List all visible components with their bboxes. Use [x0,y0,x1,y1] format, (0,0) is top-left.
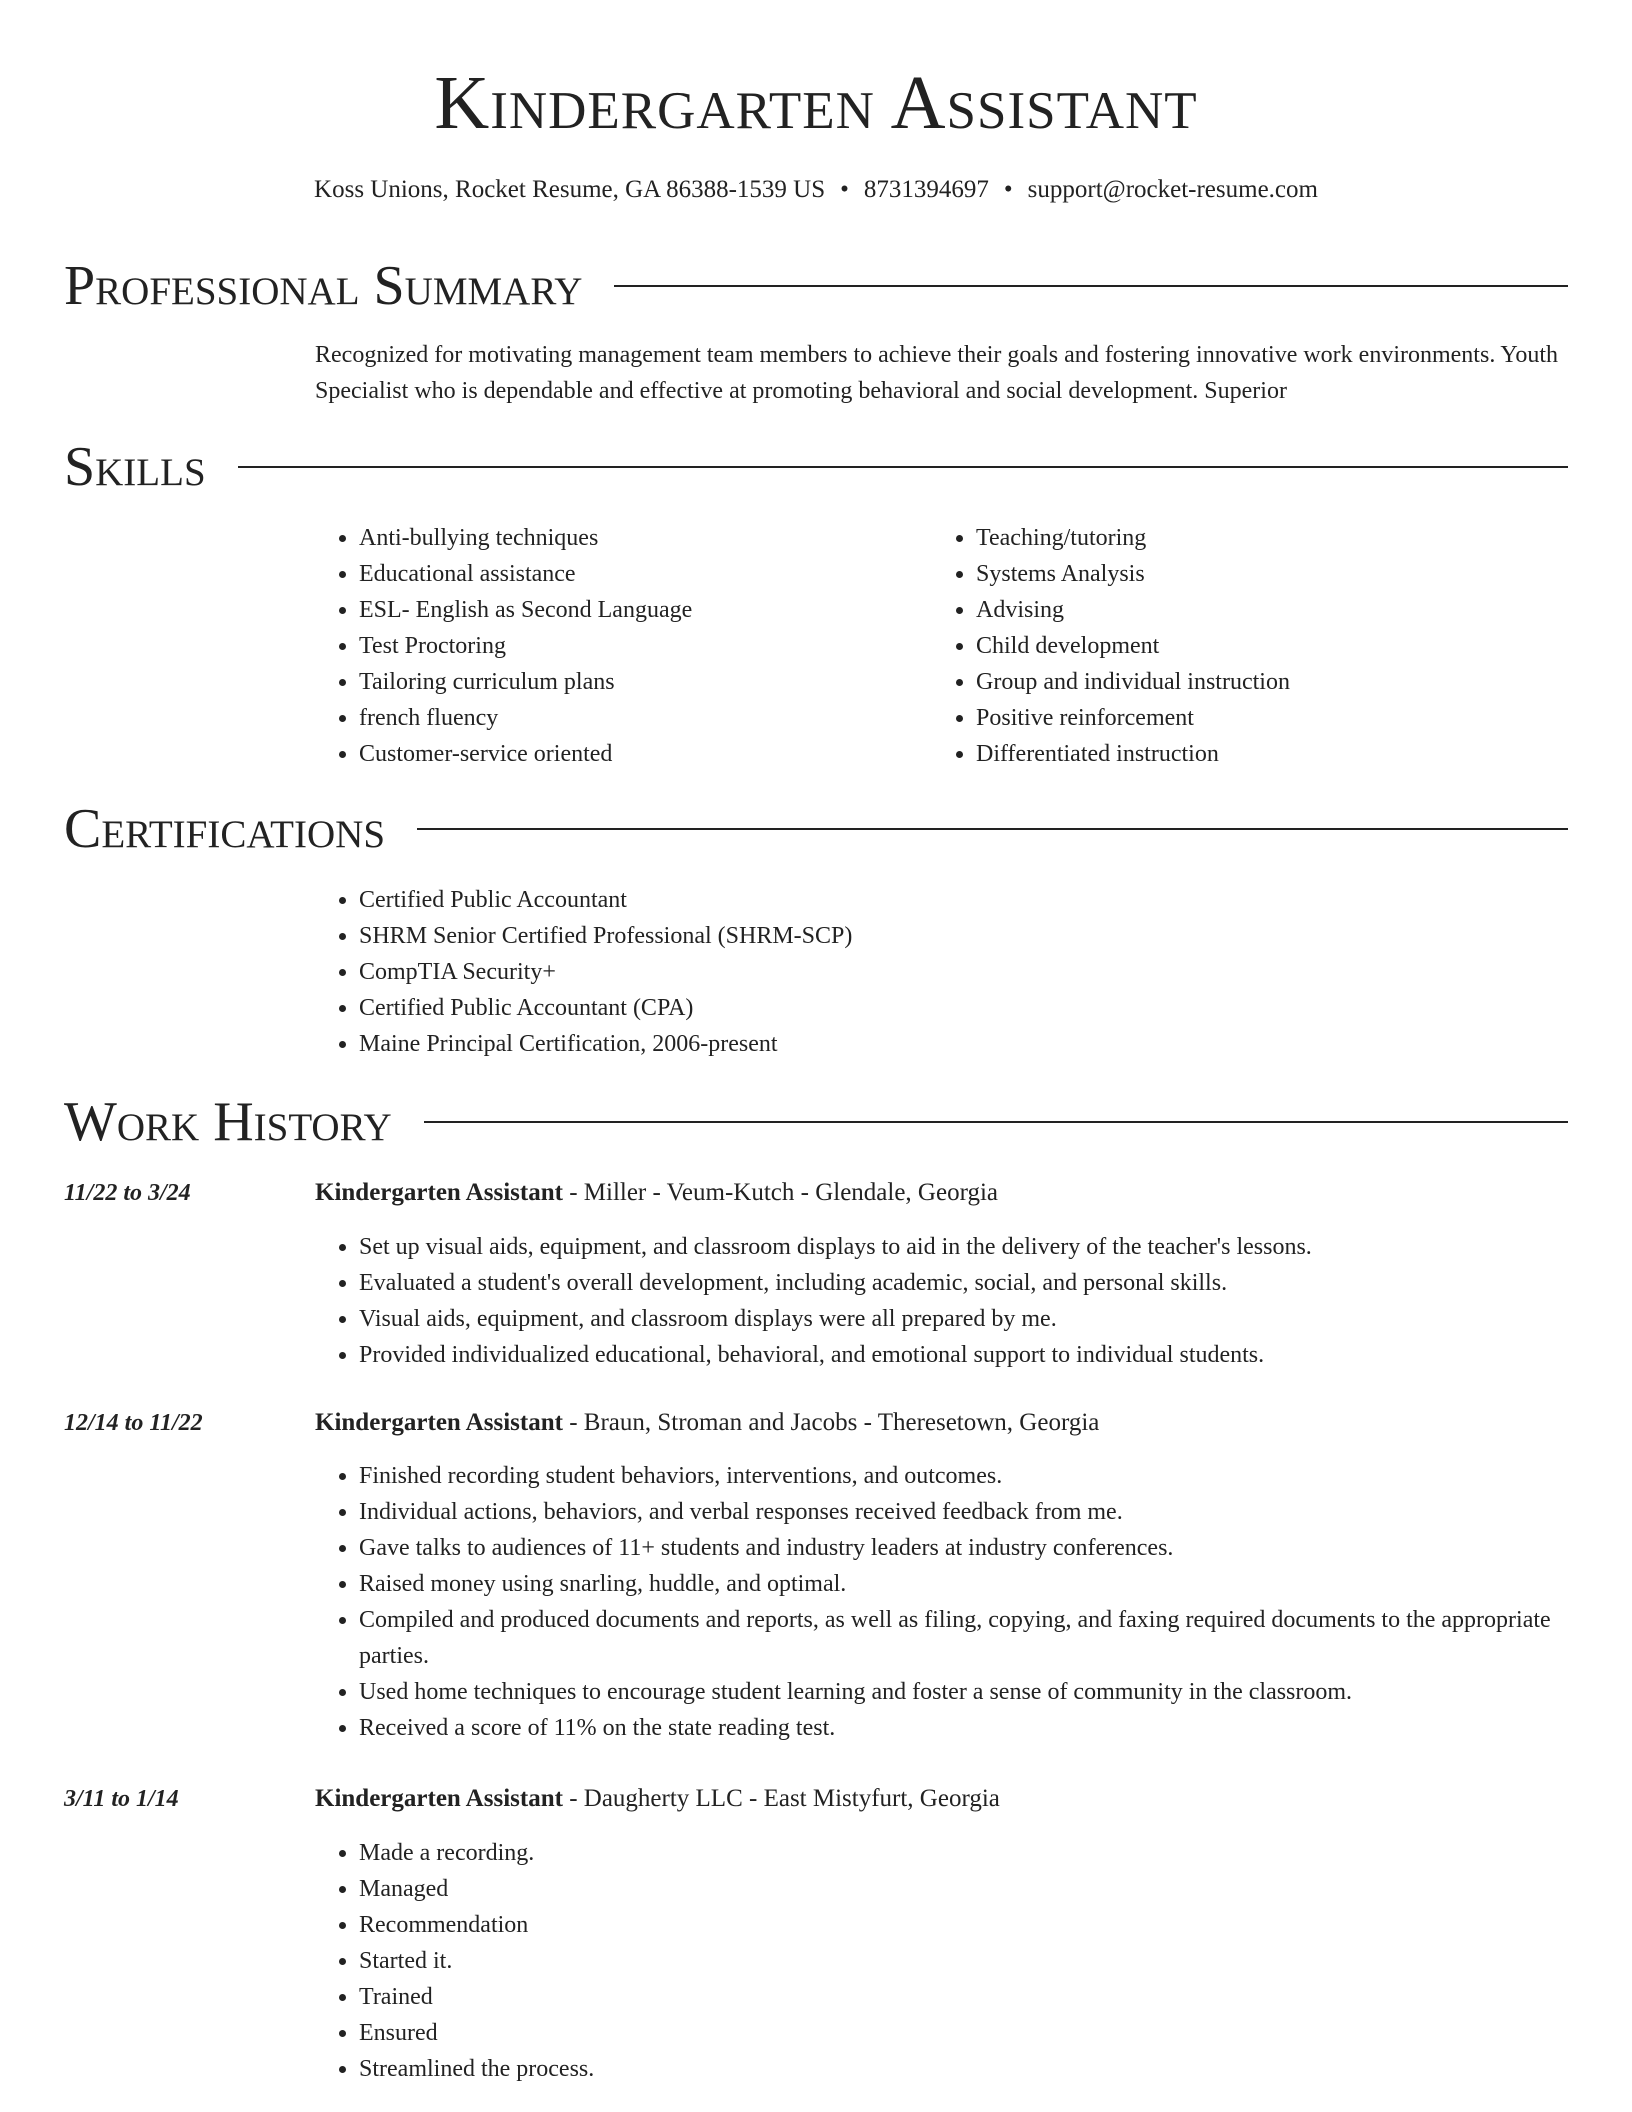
job-dates: 12/14 to 11/22 [64,1410,203,1436]
job-role: Kindergarten Assistant [315,1785,563,1812]
skills-list-left [315,520,899,772]
summary-text: Recognized for motivating management team members to achieve their goals and fostering innovative work environments. Youth Specialist who is dependable and effective at promoting behavioral and social development. Superior [315,342,1559,404]
contact-line [0,173,1632,207]
job-title-line [315,1781,1000,1817]
list-item: • Test Proctoring [359,628,899,664]
list-item: • Group and individual instruction [976,664,1516,700]
job-title-line [315,1175,998,1211]
section-divider [238,466,1568,468]
skills-list-right [932,520,1516,772]
address: Koss Unions, Rocket Resume, GA 86388-1539 US [314,176,826,203]
job-dates: 11/22 to 3/24 [64,1180,191,1206]
job-employer: - Miller - Veum-Kutch - Glendale, Georgia [562,1179,998,1206]
job-bullets [315,1835,1619,2087]
list-item: • Systems Analysis [976,556,1516,592]
certifications-list [315,882,1619,1062]
list-item: • Evaluated a student's overall development, including academic, social, and personal skills. [359,1265,1619,1301]
list-item: • Started it. [359,1943,1619,1979]
list-item: • Trained [359,1979,1619,2015]
list-item: • Finished recording student behaviors, interventions, and outcomes. [359,1458,1619,1494]
list-item: • Anti-bullying techniques [359,520,899,556]
list-item: • Ensured [359,2015,1619,2051]
list-item: • Maine Principal Certification, 2006-present [359,1026,1619,1062]
separator: • [840,176,849,203]
section-title-work-history: Work History [64,1091,392,1153]
list-item: • Differentiated instruction [976,736,1516,772]
list-item: • SHRM Senior Certified Professional (SHRM-SCP) [359,918,1619,954]
job-bullets [315,1229,1619,1373]
section-title-certifications: Certifications [64,798,386,860]
candidate-name: Kindergarten Assistant [434,61,1198,145]
job-role: Kindergarten Assistant [315,1409,563,1436]
list-item: • Set up visual aids, equipment, and classroom displays to aid in the delivery of the teacher's lessons. [359,1229,1619,1265]
list-item: • Customer-service oriented [359,736,899,772]
list-item: • Gave talks to audiences of 11+ students and industry leaders at industry conferences. [359,1530,1619,1566]
list-item: • Streamlined the process. [359,2051,1619,2087]
list-item: • Educational assistance [359,556,899,592]
job-role: Kindergarten Assistant [315,1179,563,1206]
job-employer: - Daugherty LLC - East Mistyfurt, Georgia [562,1785,1000,1812]
certifications-section-header [64,797,1568,861]
job-title-line [315,1405,1099,1441]
list-item: • Made a recording. [359,1835,1619,1871]
phone: 8731394697 [863,176,989,203]
section-divider [424,1121,1568,1123]
list-item: • CompTIA Security+ [359,954,1619,990]
separator: • [1003,176,1013,203]
section-divider [614,285,1568,287]
list-item: • Child development [976,628,1516,664]
list-item: • Visual aids, equipment, and classroom displays were all prepared by me. [359,1301,1619,1337]
list-item: • french fluency [359,700,899,736]
job-employer: - Braun, Stroman and Jacobs - Theresetown, Georgia [562,1409,1100,1436]
section-divider [417,828,1568,830]
work-history-section-header [64,1090,1568,1154]
list-item: • Certified Public Accountant [359,882,1619,918]
job-dates: 3/11 to 1/14 [64,1786,179,1812]
list-item: • Received a score of 11% on the state reading test. [359,1710,1619,1746]
list-item: • ESL- English as Second Language [359,592,899,628]
section-title-skills: Skills [64,436,206,498]
list-item: • Advising [976,592,1516,628]
list-item: • Individual actions, behaviors, and verbal responses received feedback from me. [359,1494,1619,1530]
list-item: • Provided individualized educational, behavioral, and emotional support to individual students. [359,1337,1619,1373]
email[interactable]: support@rocket-resume.com [1027,176,1318,203]
summary-section-header [64,254,1568,318]
list-item: • Certified Public Accountant (CPA) [359,990,1619,1026]
list-item: • Compiled and produced documents and reports, as well as filing, copying, and faxing required documents to the appropriate parties. [359,1602,1619,1674]
list-item: • Positive reinforcement [976,700,1516,736]
job-bullets [315,1458,1619,1746]
section-title-summary: Professional Summary [64,255,583,317]
list-item: • Teaching/tutoring [976,520,1516,556]
list-item: • Used home techniques to encourage student learning and foster a sense of community in the classroom. [359,1674,1619,1710]
list-item: • Tailoring curriculum plans [359,664,899,700]
list-item: • Raised money using snarling, huddle, and optimal. [359,1566,1619,1602]
skills-section-header [64,435,1568,499]
list-item: • Recommendation [359,1907,1619,1943]
list-item: • Managed [359,1871,1619,1907]
